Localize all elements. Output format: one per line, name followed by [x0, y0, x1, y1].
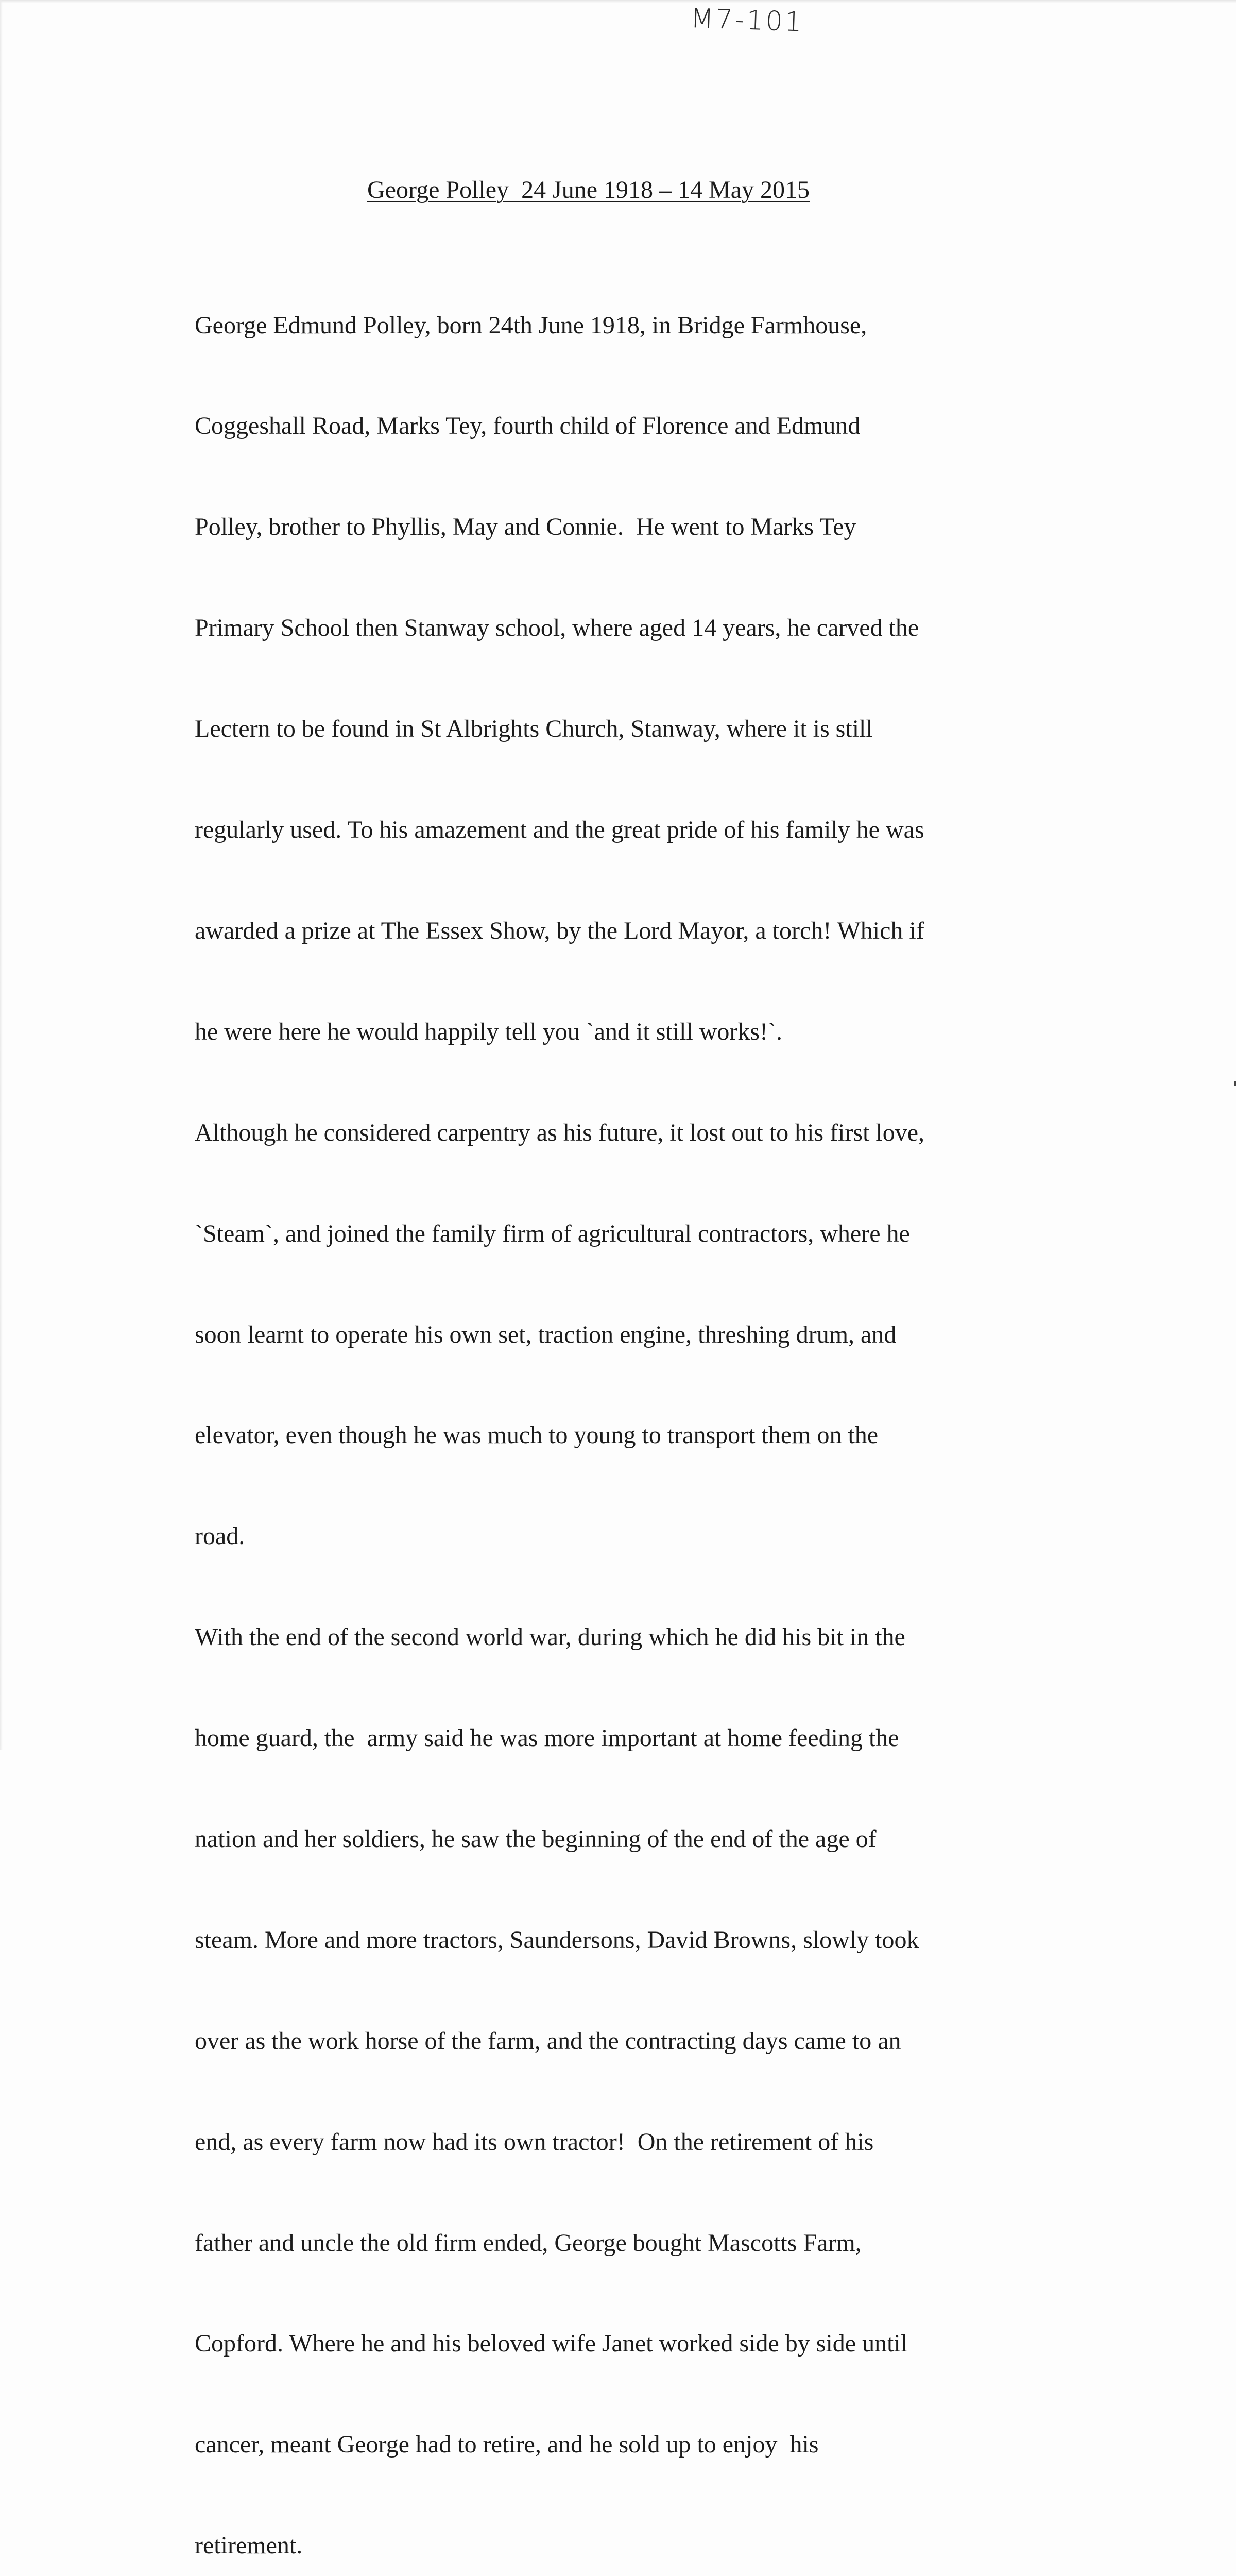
body-line: With the end of the second world war, during which he did his bit in the: [195, 1623, 905, 1651]
body-line: Lectern to be found in St Albrights Church, Stanway, where it is still: [195, 715, 873, 743]
body-line: nation and her soldiers, he saw the beginning of the end of the age of: [195, 1825, 877, 1853]
body-line: George Edmund Polley, born 24th June 1918, in Bridge Farmhouse,: [195, 311, 867, 339]
body-line: end, as every farm now had its own tractor! On the retirement of his: [195, 2128, 874, 2156]
body-line: soon learnt to operate his own set, traction engine, threshing drum, and: [195, 1320, 897, 1348]
body-line: Primary School then Stanway school, where aged 14 years, he carved the: [195, 614, 919, 642]
handwritten-reference-code: M7-101: [690, 3, 804, 38]
body-line: Polley, brother to Phyllis, May and Connie. He went to Marks Tey: [195, 513, 856, 541]
body-line: retirement.: [195, 2532, 303, 2560]
body-line: awarded a prize at The Essex Show, by the Lord Mayor, a torch! Which if: [195, 917, 924, 944]
document-title: George Polley 24 June 1918 – 14 May 2015: [367, 176, 810, 204]
page-left-edge: [0, 0, 3, 1750]
body-line: cancer, meant George had to retire, and he sold up to enjoy his: [195, 2431, 819, 2459]
body-line: `Steam`, and joined the family firm of agricultural contractors, where he: [195, 1219, 910, 1247]
body-line: home guard, the army said he was more important at home feeding the: [195, 1724, 899, 1752]
body-line: Coggeshall Road, Marks Tey, fourth child of Florence and Edmund: [195, 412, 861, 440]
body-line: Copford. Where he and his beloved wife Janet worked side by side until: [195, 2330, 908, 2358]
body-line: over as the work horse of the farm, and the contracting days came to an: [195, 2027, 901, 2055]
body-line: Although he considered carpentry as his future, it lost out to his first love,: [195, 1118, 925, 1146]
scan-speck: [1234, 1081, 1236, 1086]
body-line: steam. More and more tractors, Saundersons, David Browns, slowly took: [195, 1926, 919, 1954]
body-line: regularly used. To his amazement and the great pride of his family he was: [195, 816, 924, 844]
body-line: father and uncle the old firm ended, George bought Mascotts Farm,: [195, 2229, 862, 2257]
body-line: he were here he would happily tell you `and it still works!`.: [195, 1018, 783, 1045]
page-top-edge: [0, 0, 1236, 3]
document-body: [195, 241, 1080, 2576]
body-line: elevator, even though he was much to young to transport them on the: [195, 1421, 879, 1449]
body-line: road.: [195, 1522, 245, 1550]
